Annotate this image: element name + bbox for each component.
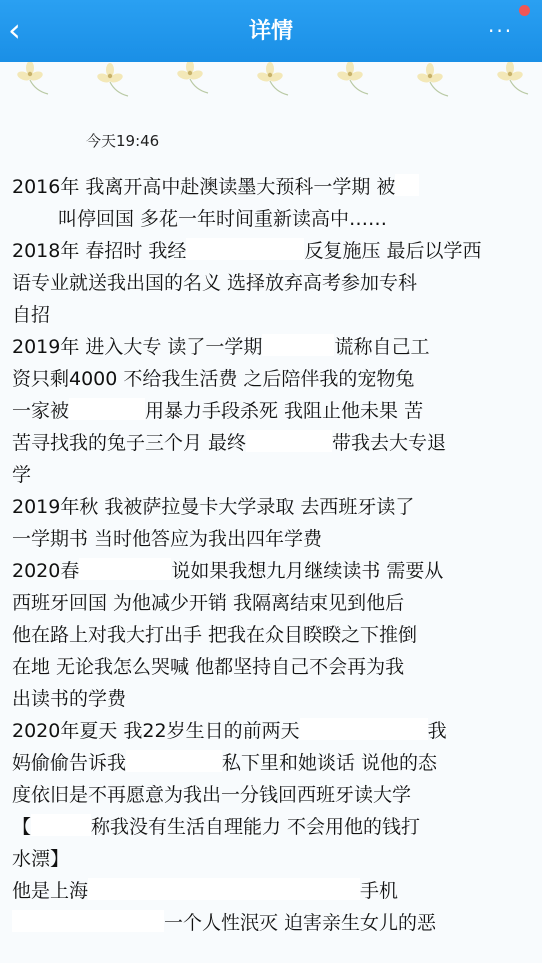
- post-line: [12, 811, 536, 843]
- post-line: [12, 715, 536, 747]
- post-text-segment: 西班牙回国 为他减少开销 我隔离结束见到他后: [12, 592, 405, 614]
- redacted-name: [186, 238, 304, 260]
- post-line: [12, 459, 536, 491]
- post-text-segment: 出读书的学费: [12, 688, 127, 710]
- post-line: [12, 235, 536, 267]
- post-text-segment: 一家被: [12, 400, 70, 422]
- post-line: [12, 427, 536, 459]
- post-line: [12, 395, 536, 427]
- post-line: [12, 491, 536, 523]
- post-text-segment: 反复施压 最后以学西: [304, 240, 482, 262]
- post-line: [12, 619, 536, 651]
- post-line: [12, 651, 536, 683]
- redacted-name: [31, 814, 91, 836]
- post-line: [12, 523, 536, 555]
- post-text-segment: 谎称自己工: [334, 336, 430, 358]
- more-options-icon[interactable]: ···: [488, 19, 514, 43]
- post-body: [12, 171, 536, 939]
- post-text-segment: 私下里和她谈话 说他的态: [222, 752, 438, 774]
- post-line: [12, 779, 536, 811]
- post-text-segment: 2020年夏天 我22岁生日的前两天: [12, 720, 300, 742]
- post-line: [12, 331, 536, 363]
- post-line: [12, 363, 536, 395]
- post-text-segment: 学: [12, 464, 32, 486]
- post-text-segment: 语专业就送我出国的名义 选择放弃高考参加专科: [12, 272, 418, 294]
- post-text-segment: 他在路上对我大打出手 把我在众目睽睽之下推倒: [12, 624, 418, 646]
- post-text-segment: 2019年 进入大专 读了一学期: [12, 336, 263, 358]
- post-line: [12, 171, 536, 203]
- post-timestamp: 今天19:46: [86, 132, 160, 150]
- floral-pattern-icon: [0, 62, 542, 98]
- redacted-name: [395, 174, 419, 196]
- post-text-segment: 2016年 我离开高中赴澳读墨大预科一学期 被: [12, 176, 396, 198]
- floral-border-decoration: [0, 62, 542, 98]
- post-text-segment: 用暴力手段杀死 我阻止他未果 苦: [145, 400, 424, 422]
- post-line: [12, 907, 536, 939]
- redacted-name: [300, 718, 428, 740]
- post-line: [12, 875, 536, 907]
- post-text-segment: 水漂】: [12, 848, 70, 870]
- post-text-segment: 【: [12, 816, 32, 838]
- redacted-name: [79, 558, 171, 580]
- post-line: [12, 267, 536, 299]
- post-text-segment: 我: [427, 720, 447, 742]
- post-line: [12, 203, 536, 235]
- post-text-segment: 在地 无论我怎么哭喊 他都坚持自己不会再为我: [12, 656, 405, 678]
- post-line: [12, 299, 536, 331]
- post-text-segment: 一个人性泯灭 迫害亲生女儿的恶: [164, 912, 437, 934]
- post-line: [12, 683, 536, 715]
- redacted-name: [69, 398, 145, 420]
- post-text-segment: 带我去大专退: [332, 432, 447, 454]
- redacted-name: [246, 430, 332, 452]
- redacted-name: [12, 910, 164, 932]
- post-text-segment: 妈偷偷告诉我: [12, 752, 127, 774]
- post-text-segment: 叫停回国 多花一年时间重新读高中……: [58, 208, 388, 230]
- redacted-name: [88, 878, 360, 900]
- top-navigation-bar: [0, 0, 542, 62]
- redacted-name: [262, 334, 334, 356]
- post-text-segment: 资只剩4000 不给我生活费 之后陪伴我的宠物兔: [12, 368, 415, 390]
- post-text-segment: 2019年秋 我被萨拉曼卡大学录取 去西班牙读了: [12, 496, 415, 518]
- post-text-segment: 2020春: [12, 560, 80, 582]
- post-text-segment: 他是上海: [12, 880, 89, 902]
- post-text-segment: 自招: [12, 304, 51, 326]
- post-text-segment: 苦寻找我的兔子三个月 最终: [12, 432, 247, 454]
- post-line: [12, 843, 536, 875]
- post-line: [12, 587, 536, 619]
- post-text-segment: 说如果我想九月继续读书 需要从: [171, 560, 444, 582]
- post-text-segment: 一学期书 当时他答应为我出四年学费: [12, 528, 323, 550]
- post-text-segment: 手机: [360, 880, 399, 902]
- post-text-segment: 称我没有生活自理能力 不会用他的钱打: [91, 816, 421, 838]
- notification-dot: [519, 5, 530, 16]
- post-text-segment: 度依旧是不再愿意为我出一分钱回西班牙读大学: [12, 784, 412, 806]
- redacted-name: [126, 750, 222, 772]
- page-title: 详情: [248, 19, 293, 44]
- post-line: [12, 555, 536, 587]
- post-line: [12, 747, 536, 779]
- back-arrow-icon[interactable]: ‹: [8, 11, 21, 49]
- post-text-segment: 2018年 春招时 我经: [12, 240, 187, 262]
